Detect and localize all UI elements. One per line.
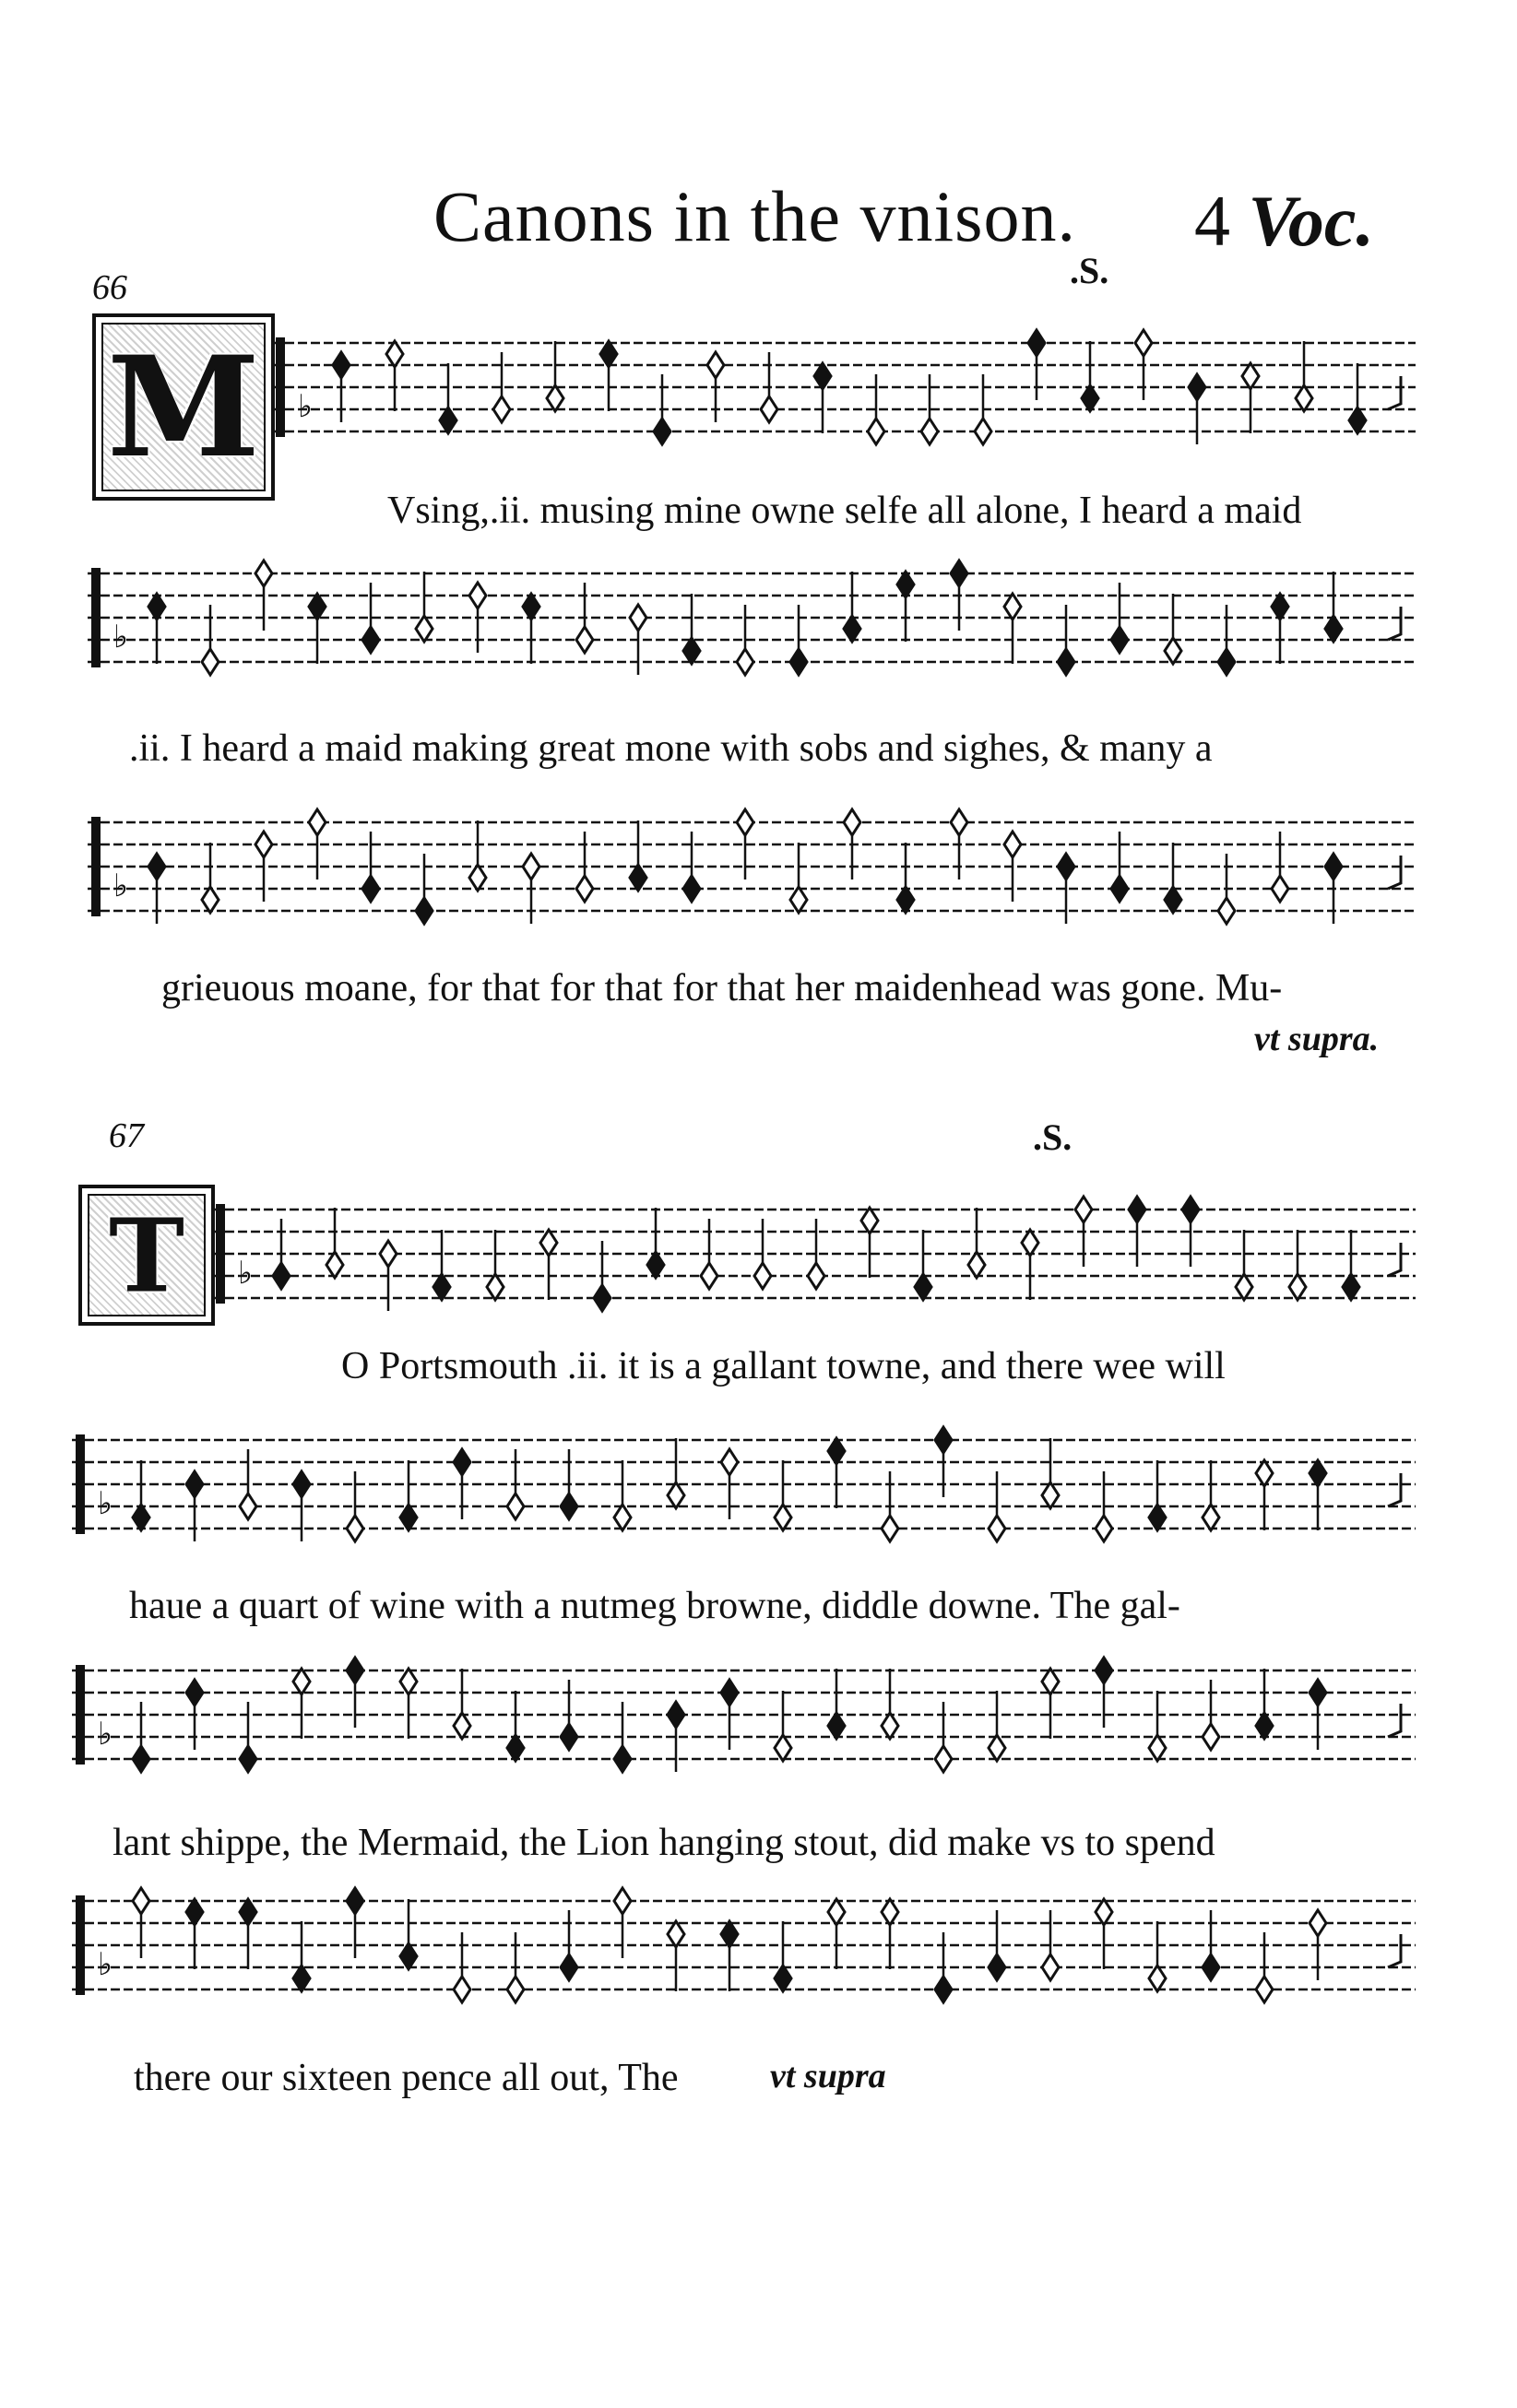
note-head [1236,1274,1252,1300]
note-head [576,627,593,653]
note-head [1042,1482,1059,1508]
flat-icon: ♭ [98,1946,113,1983]
note-head [362,876,379,902]
note-head [989,1735,1005,1761]
repeat-note: vt supra. [1254,1020,1380,1058]
note-head [600,341,617,367]
note-head [1256,1460,1273,1486]
note-head [668,1482,684,1508]
note-head [775,1735,791,1761]
music-staff [72,1420,1416,1558]
note-head [647,1252,664,1278]
note-head [754,1263,771,1289]
note-head [761,396,777,422]
decorated-initial [78,1185,215,1326]
note-head [255,561,272,586]
note-head [814,363,831,389]
music-staff [72,1650,1416,1788]
note-head [861,1208,878,1234]
note-head [255,832,272,857]
note-head [240,1899,256,1925]
note-head [882,1516,898,1541]
note-head [968,1252,985,1278]
note-head [1182,1197,1199,1222]
note-head [951,809,967,835]
signum-mark: .S. [1070,250,1109,291]
note-head [186,1471,203,1497]
note-head [737,649,753,675]
note-head [844,809,860,835]
note-head [454,1449,470,1475]
note-head [790,887,807,913]
note-head [469,583,486,608]
note-head [1310,1460,1326,1486]
clef-icon [76,1434,85,1534]
music-staff [88,553,1416,691]
note-head [400,1505,417,1530]
note-head [347,1658,363,1683]
custos-icon [1388,376,1401,409]
note-head [1096,1658,1112,1683]
note-head [630,865,646,891]
custos-icon [1388,1243,1401,1276]
note-head [975,419,991,444]
note-head [507,1977,524,2002]
music-staff [88,802,1416,940]
decorated-initial [92,313,275,501]
note-head [454,1977,470,2002]
lyric-line: O Portsmouth .ii. it is a gallant towne, and there wee will [341,1345,1226,1387]
note-head [951,561,967,586]
note-head [326,1252,343,1278]
voice-count [1194,180,1374,263]
custos-icon [1388,1704,1401,1737]
flat-icon: ♭ [98,1485,113,1522]
note-head [915,1274,931,1300]
note-head [561,1493,577,1519]
page-title: Canons in the vnison. [433,176,1076,256]
voice-count-label: Voc. [1248,181,1374,261]
note-head [416,898,433,924]
note-head [737,809,753,835]
note-head [828,1899,845,1925]
note-head [386,341,403,367]
note-head [668,1921,684,1947]
music-staff [72,1881,1416,2019]
note-head [1272,594,1288,620]
voice-count-number: 4 [1194,181,1230,261]
clef-icon [76,1665,85,1765]
note-head [1296,385,1312,411]
note-head [309,809,326,835]
note-head [1165,887,1181,913]
note-head [1325,854,1342,879]
note-head [186,1899,203,1925]
note-head [1165,638,1181,664]
lyric-line: haue a quart of wine with a nutmeg browne, diddle downe. The gal- [129,1585,1180,1627]
note-head [362,627,379,653]
note-head [540,1230,557,1256]
note-head [507,1735,524,1761]
note-head [1111,876,1128,902]
note-head [576,876,593,902]
note-head [1111,627,1128,653]
note-head [1272,876,1288,902]
note-head [1058,649,1074,675]
note-head [1203,1724,1219,1750]
note-head [1325,616,1342,642]
note-head [240,1493,256,1519]
note-head [1203,1505,1219,1530]
note-head [523,594,539,620]
note-head [561,1724,577,1750]
note-head [469,865,486,891]
note-head [630,605,646,631]
note-head [701,1263,717,1289]
music-staff [212,1189,1416,1328]
flat-icon: ♭ [238,1255,254,1292]
note-head [493,396,510,422]
note-head [1135,330,1152,356]
note-head [808,1263,824,1289]
note-head [240,1746,256,1772]
note-head [1075,1197,1092,1222]
note-head [775,1505,791,1530]
note-head [1042,1669,1059,1694]
note-head [897,572,914,597]
note-head [654,419,670,444]
note-head [416,616,433,642]
note-head [293,1965,310,1991]
note-head [433,1274,450,1300]
note-head [1242,363,1259,389]
note-head [897,887,914,913]
note-head [133,1746,149,1772]
flat-icon: ♭ [98,1716,113,1753]
note-head [133,1505,149,1530]
note-head [333,352,350,378]
custos-icon [1388,1934,1401,1967]
note-head [844,616,860,642]
note-head [1218,898,1235,924]
note-head [775,1965,791,1991]
clef-icon [276,337,285,437]
note-head [1028,330,1045,356]
flat-icon: ♭ [298,388,314,425]
note-head [1096,1899,1112,1925]
note-head [614,1505,631,1530]
note-head [1256,1977,1273,2002]
canon-number: 66 [92,268,127,307]
note-head [1149,1505,1166,1530]
note-head [293,1669,310,1694]
note-head [1129,1197,1145,1222]
note-head [935,1977,952,2002]
note-head [1289,1274,1306,1300]
note-head [1310,1680,1326,1706]
lyric-line: grieuous moane, for that for that for that her maidenhead was gone. Mu- [161,967,1283,1009]
note-head [347,1888,363,1914]
music-staff [272,323,1416,461]
note-head [721,1680,738,1706]
note-head [400,1943,417,1969]
note-head [882,1899,898,1925]
note-head [380,1241,397,1267]
note-head [721,1449,738,1475]
note-head [273,1263,290,1289]
note-head [523,854,539,879]
note-head [1004,832,1021,857]
note-head [614,1888,631,1914]
initial-letter: M [106,325,261,489]
note-head [790,649,807,675]
note-head [1042,1954,1059,1980]
note-head [186,1680,203,1706]
note-head [293,1471,310,1497]
note-head [707,352,724,378]
note-head [935,1427,952,1453]
note-head [1203,1954,1219,1980]
custos-icon [1388,607,1401,640]
note-head [1004,594,1021,620]
note-head [1096,1516,1112,1541]
repeat-note: vt supra [770,2057,886,2095]
note-head [1343,1274,1359,1300]
note-head [347,1516,363,1541]
note-head [148,854,165,879]
note-head [721,1921,738,1947]
note-head [989,1516,1005,1541]
note-head [594,1285,610,1311]
note-head [507,1493,524,1519]
note-head [487,1274,504,1300]
clef-icon [91,568,101,667]
lyric-line: lant shippe, the Mermaid, the Lion hanging stout, did make vs to spend [113,1822,1215,1864]
note-head [882,1713,898,1739]
lyric-line: .ii. I heard a maid making great mone with sobs and sighes, & many a [129,727,1213,770]
note-head [1082,385,1098,411]
clef-icon [76,1895,85,1995]
note-head [683,876,700,902]
canon-number: 67 [109,1116,144,1155]
note-head [400,1669,417,1694]
lyric-line: there our sixteen pence all out, The [134,2057,679,2099]
note-head [828,1438,845,1464]
custos-icon [1388,856,1401,889]
note-head [440,407,456,433]
flat-icon: ♭ [113,868,129,904]
note-head [614,1746,631,1772]
note-head [133,1888,149,1914]
note-head [683,638,700,664]
note-head [202,649,219,675]
note-head [547,385,563,411]
note-head [1218,649,1235,675]
note-head [1310,1910,1326,1936]
note-head [668,1702,684,1728]
note-head [148,594,165,620]
lyric-line: Vsing,.ii. musing mine owne selfe all alone, I heard a maid [387,490,1302,532]
note-head [828,1713,845,1739]
signum-mark: .S. [1033,1116,1073,1158]
note-head [1256,1713,1273,1739]
note-head [868,419,884,444]
clef-icon [91,817,101,916]
custos-icon [1388,1473,1401,1506]
note-head [1189,374,1205,400]
flat-icon: ♭ [113,619,129,655]
note-head [309,594,326,620]
note-head [454,1713,470,1739]
note-head [921,419,938,444]
initial-letter: T [109,1196,184,1315]
note-head [202,887,219,913]
note-head [935,1746,952,1772]
note-head [561,1954,577,1980]
note-head [1022,1230,1038,1256]
note-head [989,1954,1005,1980]
note-head [1149,1735,1166,1761]
note-head [1349,407,1366,433]
note-head [1149,1965,1166,1991]
clef-icon [216,1204,225,1304]
note-head [1058,854,1074,879]
